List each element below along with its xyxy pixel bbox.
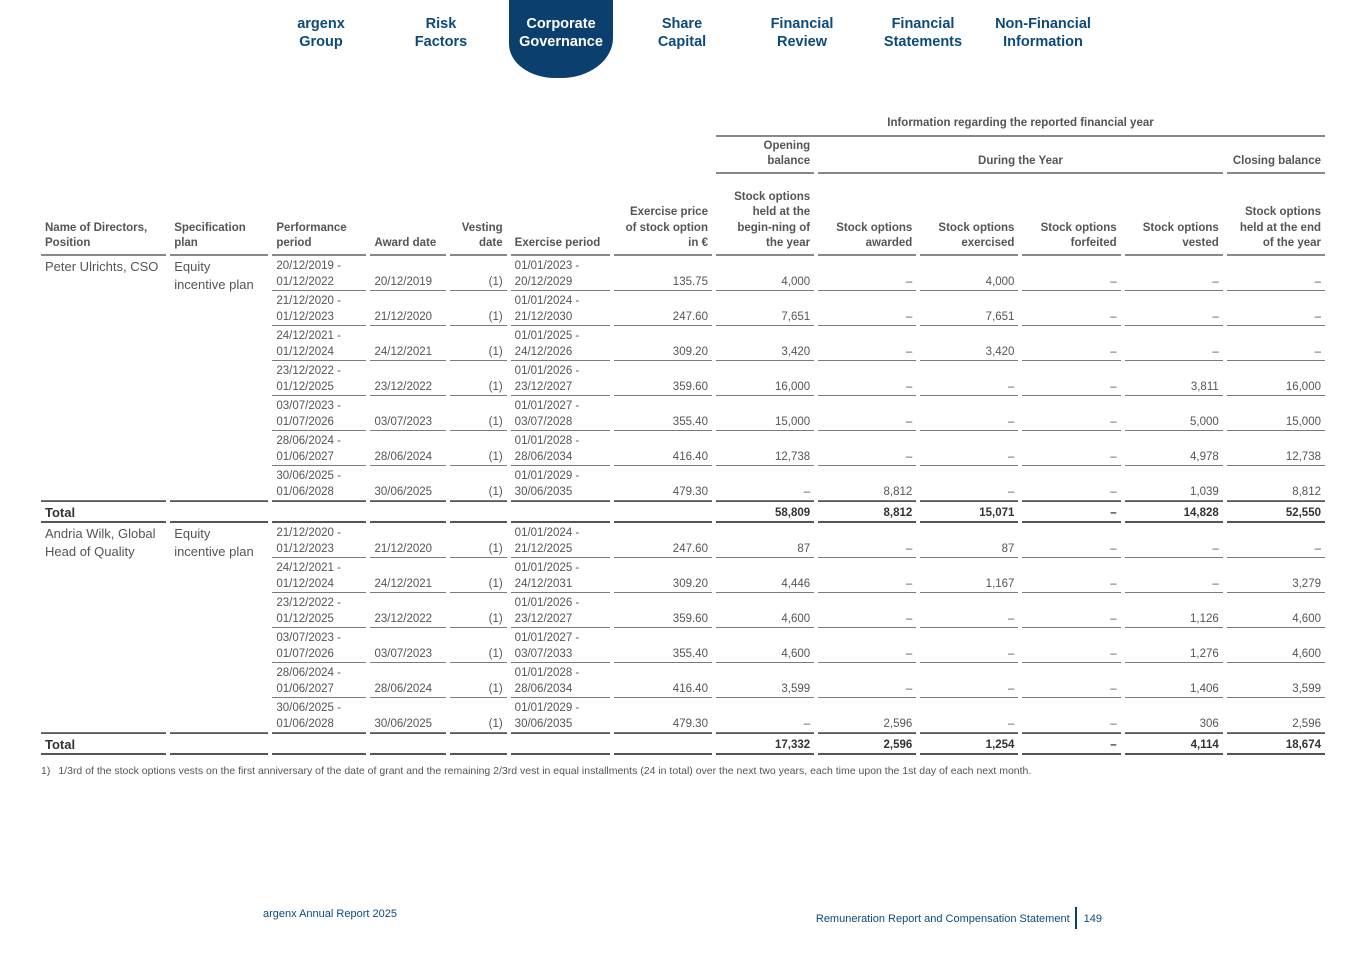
- info-group-header: Information regarding the reported financial year: [716, 116, 1325, 137]
- cell-exercise-period: 01/01/2023 - 20/12/2029: [511, 256, 610, 291]
- cell-exercised: –: [920, 396, 1018, 431]
- cell-award-date: 30/06/2025: [370, 466, 445, 501]
- footer-report-title: argenx Annual Report 2025: [263, 908, 397, 920]
- cell-vesting-date: (1): [450, 663, 507, 698]
- cell-performance-period: 20/12/2019 - 01/12/2022: [272, 256, 366, 291]
- cell-exercise-price: 247.60: [614, 523, 712, 558]
- cell-forfeited: –: [1022, 698, 1120, 733]
- total-end: 52,550: [1227, 501, 1325, 523]
- cell-performance-period: 21/12/2020 - 01/12/2023: [272, 523, 366, 558]
- cell-award-date: 23/12/2022: [370, 593, 445, 628]
- cell-exercised: –: [920, 361, 1018, 396]
- cell-held-end: 16,000: [1227, 361, 1325, 396]
- cell-awarded: –: [818, 326, 916, 361]
- cell-exercise-period: 01/01/2024 - 21/12/2025: [511, 523, 610, 558]
- total-empty-cell: [614, 501, 712, 523]
- cell-vested: 1,039: [1125, 466, 1223, 501]
- cell-held-begin: 3,599: [716, 663, 814, 698]
- cell-exercise-price: 479.30: [614, 698, 712, 733]
- cell-exercise-price: 247.60: [614, 291, 712, 326]
- total-row: [41, 733, 1325, 755]
- cell-vested: 1,276: [1125, 628, 1223, 663]
- cell-held-begin: 4,600: [716, 628, 814, 663]
- cell-performance-period: 30/06/2025 - 01/06/2028: [272, 466, 366, 501]
- specification-plan: Equity incentive plan: [170, 523, 268, 733]
- cell-award-date: 03/07/2023: [370, 628, 445, 663]
- cell-held-end: 12,738: [1227, 431, 1325, 466]
- cell-held-begin: 16,000: [716, 361, 814, 396]
- cell-exercise-period: 01/01/2026 - 23/12/2027: [511, 361, 610, 396]
- col-exercise-price: Exercise price of stock option in €: [614, 174, 712, 256]
- cell-forfeited: –: [1022, 361, 1120, 396]
- cell-exercise-period: 01/01/2027 - 03/07/2033: [511, 628, 610, 663]
- opening-balance-header: Opening balance: [716, 137, 814, 174]
- footer-section-title: Remuneration Report and Compensation Statement: [815, 912, 1070, 925]
- footnote-text: 1/3rd of the stock options vests on the first anniversary of the date of grant and the remaining 2/3rd vest in equal installments (24 in total) over the next two years, each time upon the 1st day of each next month.: [58, 765, 1032, 777]
- table-body: [41, 256, 1325, 755]
- total-empty-cell: [450, 733, 507, 755]
- col-exercised: Stock options exercised: [920, 174, 1018, 256]
- footnote: [41, 765, 1031, 777]
- cell-awarded: 2,596: [818, 698, 916, 733]
- cell-exercise-price: 355.40: [614, 396, 712, 431]
- cell-exercise-price: 135.75: [614, 256, 712, 291]
- total-forfeited: –: [1022, 501, 1120, 523]
- total-begin: 17,332: [716, 733, 814, 755]
- total-begin: 58,809: [716, 501, 814, 523]
- total-empty-cell: [511, 733, 610, 755]
- nav-tab-risk-factors[interactable]: Risk Factors: [414, 16, 468, 50]
- cell-forfeited: –: [1022, 558, 1120, 593]
- cell-exercise-period: 01/01/2026 - 23/12/2027: [511, 593, 610, 628]
- cell-exercise-period: 01/01/2029 - 30/06/2035: [511, 466, 610, 501]
- col-forfeited: Stock options forfeited: [1022, 174, 1120, 256]
- total-empty-cell: [614, 733, 712, 755]
- director-name: Peter Ulrichts, CSO: [41, 256, 166, 501]
- total-empty-cell: [511, 501, 610, 523]
- cell-vested: –: [1125, 523, 1223, 558]
- total-empty-cell: [370, 733, 445, 755]
- cell-held-end: 2,596: [1227, 698, 1325, 733]
- cell-vesting-date: (1): [450, 466, 507, 501]
- cell-forfeited: –: [1022, 431, 1120, 466]
- during-year-header: During the Year: [818, 137, 1223, 174]
- cell-held-begin: –: [716, 698, 814, 733]
- col-name: Name of Directors, Position: [41, 174, 166, 256]
- cell-awarded: –: [818, 431, 916, 466]
- cell-exercise-period: 01/01/2025 - 24/12/2026: [511, 326, 610, 361]
- col-award-date: Award date: [370, 174, 445, 256]
- col-vested: Stock options vested: [1125, 174, 1223, 256]
- table-row: [41, 256, 1325, 291]
- cell-exercise-period: 01/01/2025 - 24/12/2031: [511, 558, 610, 593]
- nav-tab-financial-review[interactable]: Financial Review: [770, 16, 834, 50]
- cell-held-end: 8,812: [1227, 466, 1325, 501]
- cell-awarded: –: [818, 593, 916, 628]
- cell-held-end: –: [1227, 523, 1325, 558]
- cell-award-date: 30/06/2025: [370, 698, 445, 733]
- page-number: 149: [1083, 912, 1102, 925]
- cell-performance-period: 03/07/2023 - 01/07/2026: [272, 396, 366, 431]
- cell-held-end: 3,279: [1227, 558, 1325, 593]
- total-vested: 14,828: [1125, 501, 1223, 523]
- cell-vesting-date: (1): [450, 291, 507, 326]
- director-name: Andria Wilk, Global Head of Quality: [41, 523, 166, 733]
- col-plan: Specification plan: [170, 174, 268, 256]
- total-exercised: 1,254: [920, 733, 1018, 755]
- footnote-number: 1): [41, 765, 51, 777]
- cell-vested: 4,978: [1125, 431, 1223, 466]
- cell-exercise-price: 309.20: [614, 558, 712, 593]
- col-period: Performance period: [272, 174, 366, 256]
- cell-forfeited: –: [1022, 593, 1120, 628]
- cell-award-date: 28/06/2024: [370, 431, 445, 466]
- cell-vesting-date: (1): [450, 593, 507, 628]
- cell-held-begin: 4,000: [716, 256, 814, 291]
- footer-divider: [1075, 907, 1077, 929]
- cell-forfeited: –: [1022, 291, 1120, 326]
- total-empty-cell: [170, 733, 268, 755]
- cell-vested: 1,126: [1125, 593, 1223, 628]
- cell-held-begin: 12,738: [716, 431, 814, 466]
- cell-held-end: –: [1227, 256, 1325, 291]
- cell-awarded: –: [818, 396, 916, 431]
- cell-exercise-price: 479.30: [614, 466, 712, 501]
- specification-plan: Equity incentive plan: [170, 256, 268, 501]
- cell-held-begin: 15,000: [716, 396, 814, 431]
- cell-performance-period: 28/06/2024 - 01/06/2027: [272, 663, 366, 698]
- cell-vesting-date: (1): [450, 523, 507, 558]
- cell-vesting-date: (1): [450, 326, 507, 361]
- cell-exercise-price: 355.40: [614, 628, 712, 663]
- total-empty-cell: [170, 501, 268, 523]
- cell-exercise-price: 416.40: [614, 431, 712, 466]
- cell-awarded: –: [818, 523, 916, 558]
- cell-held-end: –: [1227, 326, 1325, 361]
- cell-exercise-period: 01/01/2024 - 21/12/2030: [511, 291, 610, 326]
- cell-vesting-date: (1): [450, 361, 507, 396]
- cell-exercised: –: [920, 431, 1018, 466]
- cell-vesting-date: (1): [450, 431, 507, 466]
- total-empty-cell: [370, 501, 445, 523]
- cell-forfeited: –: [1022, 256, 1120, 291]
- cell-held-begin: 3,420: [716, 326, 814, 361]
- nav-tab-financial-statements[interactable]: Financial Statements: [883, 16, 963, 50]
- total-vested: 4,114: [1125, 733, 1223, 755]
- total-forfeited: –: [1022, 733, 1120, 755]
- cell-award-date: 20/12/2019: [370, 256, 445, 291]
- cell-forfeited: –: [1022, 523, 1120, 558]
- cell-exercise-price: 309.20: [614, 326, 712, 361]
- cell-held-end: 15,000: [1227, 396, 1325, 431]
- cell-award-date: 21/12/2020: [370, 291, 445, 326]
- cell-held-begin: –: [716, 466, 814, 501]
- cell-held-begin: 7,651: [716, 291, 814, 326]
- top-navigation: [0, 0, 1365, 90]
- cell-vested: 1,406: [1125, 663, 1223, 698]
- cell-vesting-date: (1): [450, 256, 507, 291]
- cell-forfeited: –: [1022, 663, 1120, 698]
- total-empty-cell: [272, 733, 366, 755]
- cell-held-begin: 4,600: [716, 593, 814, 628]
- table-row: [41, 523, 1325, 558]
- cell-awarded: –: [818, 361, 916, 396]
- cell-forfeited: –: [1022, 628, 1120, 663]
- total-empty-cell: [272, 501, 366, 523]
- cell-vesting-date: (1): [450, 396, 507, 431]
- cell-exercised: 87: [920, 523, 1018, 558]
- cell-vested: –: [1125, 558, 1223, 593]
- cell-performance-period: 28/06/2024 - 01/06/2027: [272, 431, 366, 466]
- cell-exercise-price: 416.40: [614, 663, 712, 698]
- cell-exercised: –: [920, 698, 1018, 733]
- cell-exercised: 1,167: [920, 558, 1018, 593]
- cell-exercised: 4,000: [920, 256, 1018, 291]
- cell-held-end: 3,599: [1227, 663, 1325, 698]
- col-held-begin: Stock options held at the begin-ning of the year: [716, 174, 814, 256]
- cell-performance-period: 24/12/2021 - 01/12/2024: [272, 558, 366, 593]
- cell-held-end: –: [1227, 291, 1325, 326]
- cell-held-end: 4,600: [1227, 593, 1325, 628]
- cell-award-date: 28/06/2024: [370, 663, 445, 698]
- cell-performance-period: 21/12/2020 - 01/12/2023: [272, 291, 366, 326]
- cell-performance-period: 24/12/2021 - 01/12/2024: [272, 326, 366, 361]
- cell-performance-period: 30/06/2025 - 01/06/2028: [272, 698, 366, 733]
- cell-awarded: –: [818, 558, 916, 593]
- col-vesting-date: Vesting date: [450, 174, 507, 256]
- cell-vested: –: [1125, 326, 1223, 361]
- nav-tab-share-capital[interactable]: Share Capital: [657, 16, 707, 50]
- cell-exercised: –: [920, 628, 1018, 663]
- cell-vested: –: [1125, 291, 1223, 326]
- cell-exercise-price: 359.60: [614, 593, 712, 628]
- total-end: 18,674: [1227, 733, 1325, 755]
- col-awarded: Stock options awarded: [818, 174, 916, 256]
- cell-award-date: 03/07/2023: [370, 396, 445, 431]
- cell-awarded: 8,812: [818, 466, 916, 501]
- cell-awarded: –: [818, 291, 916, 326]
- cell-exercised: –: [920, 466, 1018, 501]
- cell-awarded: –: [818, 256, 916, 291]
- cell-exercise-period: 01/01/2028 - 28/06/2034: [511, 431, 610, 466]
- cell-awarded: –: [818, 663, 916, 698]
- cell-vested: 3,811: [1125, 361, 1223, 396]
- footer-section: [816, 908, 1102, 930]
- cell-vested: 5,000: [1125, 396, 1223, 431]
- cell-vesting-date: (1): [450, 558, 507, 593]
- cell-award-date: 21/12/2020: [370, 523, 445, 558]
- cell-exercise-period: 01/01/2027 - 03/07/2028: [511, 396, 610, 431]
- cell-forfeited: –: [1022, 396, 1120, 431]
- cell-forfeited: –: [1022, 326, 1120, 361]
- cell-performance-period: 03/07/2023 - 01/07/2026: [272, 628, 366, 663]
- cell-performance-period: 23/12/2022 - 01/12/2025: [272, 361, 366, 396]
- cell-vested: 306: [1125, 698, 1223, 733]
- cell-vesting-date: (1): [450, 698, 507, 733]
- cell-award-date: 24/12/2021: [370, 558, 445, 593]
- cell-award-date: 23/12/2022: [370, 361, 445, 396]
- cell-vested: –: [1125, 256, 1223, 291]
- cell-held-begin: 4,446: [716, 558, 814, 593]
- nav-tab-argenx-group[interactable]: argenx Group: [297, 16, 345, 50]
- cell-exercise-period: 01/01/2029 - 30/06/2035: [511, 698, 610, 733]
- total-awarded: 8,812: [818, 501, 916, 523]
- stock-options-table: [41, 116, 1325, 755]
- total-label: Total: [41, 733, 166, 755]
- cell-exercise-price: 359.60: [614, 361, 712, 396]
- col-exercise-period: Exercise period: [511, 174, 610, 256]
- cell-exercise-period: 01/01/2028 - 28/06/2034: [511, 663, 610, 698]
- cell-forfeited: –: [1022, 466, 1120, 501]
- cell-exercised: 3,420: [920, 326, 1018, 361]
- col-held-end: Stock options held at the end of the year: [1227, 174, 1325, 256]
- nav-tab-corporate-governance[interactable]: Corporate Governance: [509, 0, 613, 78]
- cell-held-end: 4,600: [1227, 628, 1325, 663]
- closing-balance-header: Closing balance: [1227, 137, 1325, 174]
- cell-awarded: –: [818, 628, 916, 663]
- cell-held-begin: 87: [716, 523, 814, 558]
- cell-exercised: 7,651: [920, 291, 1018, 326]
- total-awarded: 2,596: [818, 733, 916, 755]
- total-empty-cell: [450, 501, 507, 523]
- cell-vesting-date: (1): [450, 628, 507, 663]
- total-label: Total: [41, 501, 166, 523]
- total-exercised: 15,071: [920, 501, 1018, 523]
- cell-performance-period: 23/12/2022 - 01/12/2025: [272, 593, 366, 628]
- nav-tab-non-financial-information[interactable]: Non-Financial Information: [995, 16, 1091, 50]
- cell-exercised: –: [920, 593, 1018, 628]
- cell-exercised: –: [920, 663, 1018, 698]
- total-row: [41, 501, 1325, 523]
- cell-award-date: 24/12/2021: [370, 326, 445, 361]
